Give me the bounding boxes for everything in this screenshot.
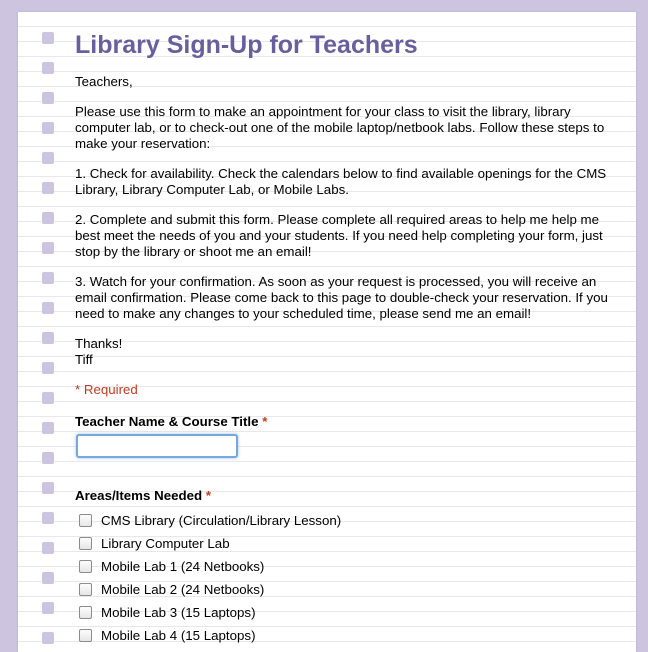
binder-hole: [42, 422, 54, 434]
binder-hole: [42, 122, 54, 134]
areas-needed-label: [75, 488, 615, 504]
signature-block: [75, 336, 615, 368]
checkbox[interactable]: [79, 583, 92, 596]
binder-hole: [42, 482, 54, 494]
binder-hole: [42, 152, 54, 164]
teacher-name-label-text: Teacher Name & Course Title: [75, 414, 259, 429]
step-1: 1. Check for availability. Check the calendars below to find available openings for the CMS Library, Library Computer Lab, or Mobile Labs.: [75, 166, 607, 197]
binder-hole: [42, 452, 54, 464]
checkbox-option-mobile-lab-4[interactable]: [75, 624, 615, 647]
checkbox[interactable]: [79, 606, 92, 619]
required-star: *: [205, 488, 212, 503]
step-2: 2. Complete and submit this form. Please complete all required areas to help me help me best meet the needs of you and your students. If you need help completing your form, just stop by the library or shoot me an email!: [75, 212, 603, 259]
checkbox[interactable]: [79, 560, 92, 573]
greeting: Teachers,: [75, 74, 133, 89]
teacher-name-input[interactable]: [76, 434, 238, 458]
checkbox-label[interactable]: Mobile Lab 1 (24 Netbooks): [101, 558, 265, 574]
checkbox-option-cms-library[interactable]: [75, 509, 615, 532]
binder-hole: [42, 302, 54, 314]
checkbox-option-computer-lab[interactable]: [75, 532, 615, 555]
checkbox-label[interactable]: Mobile Lab 2 (24 Netbooks): [101, 581, 265, 597]
checkbox-option-mobile-lab-1[interactable]: [75, 555, 615, 578]
areas-needed-label-text: Areas/Items Needed: [75, 488, 203, 503]
binder-hole: [42, 512, 54, 524]
checkbox-label[interactable]: Mobile Lab 4 (15 Laptops): [101, 627, 256, 643]
binder-hole: [42, 182, 54, 194]
checkbox-label[interactable]: CMS Library (Circulation/Library Lesson): [101, 512, 342, 528]
form-content: [75, 30, 615, 647]
binder-hole: [42, 272, 54, 284]
binder-hole: [42, 32, 54, 44]
binder-hole: [42, 62, 54, 74]
checkbox-label[interactable]: Mobile Lab 3 (15 Laptops): [101, 604, 256, 620]
checkbox-option-mobile-lab-3[interactable]: [75, 601, 615, 624]
signoff: Thanks!: [75, 336, 123, 351]
teacher-name-label: [75, 414, 615, 430]
binder-hole: [42, 92, 54, 104]
binder-hole: [42, 362, 54, 374]
areas-checkbox-list: [75, 509, 615, 647]
required-star: *: [262, 414, 268, 429]
binder-hole: [42, 572, 54, 584]
checkbox-option-mobile-lab-2[interactable]: [75, 578, 615, 601]
binder-hole: [42, 242, 54, 254]
binder-hole: [42, 632, 54, 644]
signature: Tiff: [75, 352, 93, 367]
binder-holes: [42, 32, 56, 652]
binder-hole: [42, 542, 54, 554]
step-3: 3. Watch for your confirmation. As soon as your request is processed, you will receive an email confirmation. Please come back to this page to double-check your reservation. If you need to make any changes to your scheduled time, please send me an email!: [75, 274, 608, 321]
intro-text: Please use this form to make an appointment for your class to visit the library, library computer lab, or to check-out one of the mobile laptop/netbook labs. Follow these steps to make your reservation:: [75, 104, 605, 151]
binder-hole: [42, 212, 54, 224]
checkbox-label[interactable]: Library Computer Lab: [101, 535, 230, 551]
binder-hole: [42, 332, 54, 344]
binder-hole: [42, 392, 54, 404]
form-title: Library Sign-Up for Teachers: [75, 31, 418, 59]
required-note: * Required: [75, 382, 138, 397]
binder-hole: [42, 602, 54, 614]
checkbox[interactable]: [79, 537, 92, 550]
checkbox[interactable]: [79, 514, 92, 527]
